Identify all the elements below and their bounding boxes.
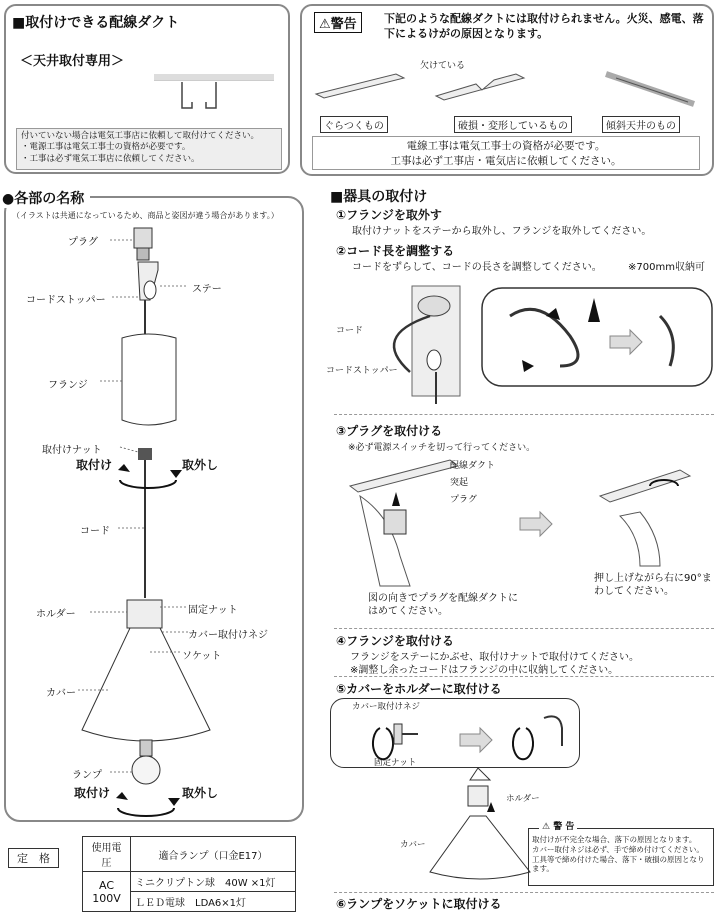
step3-illustration [340, 456, 716, 586]
step5-warning-box [528, 822, 714, 886]
label-cover-screw: カバー取付けネジ [188, 630, 268, 641]
label-socket: ソケット [182, 651, 222, 662]
spec-lamp-row: ミニクリプトン球 40W ×1灯 [131, 872, 296, 892]
warning-panel [300, 4, 714, 176]
step4-title: ④フランジを取付ける [336, 634, 454, 648]
step5-holder-label: ホルダー [506, 794, 540, 804]
label-mount-nut: 取付けナット [42, 445, 102, 456]
label-cover: カバー [46, 688, 76, 699]
step5-warning-line: 取付けが不完全な場合、落下の原因となります。 [532, 835, 697, 844]
spec-label: 定 格 [8, 848, 59, 868]
warning-text: 下記のような配線ダクトには取付けられません。火災、感電、落下によるけがの原因となります。 [384, 12, 704, 40]
label-attach-lamp: 取付け [74, 786, 111, 800]
warning-notice-box [312, 136, 700, 170]
divider [334, 628, 714, 629]
step5-title: ⑤カバーをホルダーに取付ける [336, 682, 502, 696]
parts-title: ●各部の名称 [2, 188, 90, 208]
step3-plug-label: プラグ [450, 495, 478, 505]
step2-cord-label: コード [336, 326, 364, 336]
warning-icon: ⚠ [319, 17, 331, 32]
step2-stopper-label: コードストッパー [326, 366, 398, 376]
step2-illustration [330, 276, 716, 406]
step5-cover-label: カバー [400, 840, 426, 850]
divider [334, 414, 714, 415]
divider [334, 892, 714, 893]
spec-voltage: AC 100V [83, 872, 131, 912]
step3-duct-label: 配線ダクト [450, 461, 496, 471]
spec-lamp-row: ＬＥＤ電球 LDA6×1灯 [131, 892, 296, 912]
warning-badge: ⚠警告 [314, 12, 362, 33]
step4-text1: フランジをステーにかぶせ、取付けナットで取付けてください。 [350, 652, 640, 663]
step6-title: ⑥ランプをソケットに取付ける [336, 897, 502, 911]
label-stay: ステー [192, 284, 222, 295]
parts-note: （イラストは共通になっているため、商品と姿図が違う場合があります。） [12, 211, 279, 220]
step2-title: ②コード長を調整する [336, 244, 455, 258]
step5-screw-label: カバー取付けネジ [352, 702, 421, 712]
warning-notice-line: 電線工事は電気工事士の資格が必要です。 [406, 140, 606, 152]
divider [334, 676, 714, 677]
unsafe-duct-illustrations [316, 64, 706, 114]
label-fixed-nut: 固定ナット [188, 605, 238, 616]
label-plug: プラグ [68, 237, 98, 248]
step4-text2: ※調整し余ったコードはフランジの中に収納してください。 [350, 665, 619, 676]
chipped-label: 欠けている [420, 61, 466, 71]
step5-warning-title: ⚠ 警 告 [539, 822, 577, 834]
label-cord: コード [80, 526, 110, 537]
label-remove-lamp: 取外し [182, 786, 219, 800]
step2-note: ※700mm収納可 [628, 262, 705, 273]
label-lamp: ランプ [72, 770, 102, 781]
step3-bump-label: 突起 [450, 478, 469, 488]
label-cord-stopper: コードストッパー [26, 295, 106, 306]
step1-title: ①フランジを取外す [336, 208, 442, 222]
step3-caption: 図の向きでプラグを配線ダクトにはめてください。 [368, 593, 518, 617]
spec-header-voltage: 使用電圧 [83, 837, 131, 872]
ceiling-label: ＜天井取付専用＞ [20, 54, 125, 69]
unsafe-label-sloped: 傾斜天井のもの [602, 116, 680, 133]
duct-title: ■取付けできる配線ダクト [12, 15, 180, 31]
label-remove: 取外し [182, 458, 219, 472]
warning-notice-line: 工事は必ず工事店・電気店に依頼してください。 [390, 155, 622, 168]
step5-warning-line: カバー取付ネジは必ず、手で締め付けてください。工具等で締め付けた場合、落下・破損の原因となります。 [532, 844, 705, 874]
step2-text: コードをずらして、コードの長さを調整してください。 [352, 262, 602, 273]
spec-header-lamp: 適合ランプ（口金E17） [131, 837, 296, 872]
spec-table [82, 836, 296, 912]
step3-note: ※必ず電源スイッチを切って行ってください。 [348, 443, 536, 453]
duct-note-line: 付いていない場合は電気工事店に依頼して取付けてください。 [21, 131, 260, 141]
duct-note-line: ・電源工事は電気工事士の資格が必要です。 [21, 142, 191, 153]
step5-nut-label: 固定ナット [374, 758, 417, 768]
unsafe-label-damaged: 破損・変形しているもの [454, 116, 572, 133]
label-attach: 取付け [76, 458, 113, 472]
step1-text: 取付けナットをステーから取外し、フランジを取外してください。 [352, 226, 652, 237]
duct-note-line: ・工事は必ず電気工事店に依頼してください。 [21, 153, 200, 164]
install-title: ■器具の取付け [330, 189, 428, 205]
unsafe-label-wobbly: ぐらつくもの [320, 116, 388, 133]
step3-push: 押し上げながら右に90°まわしてください。 [594, 573, 712, 597]
pendant-illustration [0, 0, 310, 830]
step3-title: ③プラグを取付ける [336, 424, 443, 438]
label-holder: ホルダー [36, 609, 76, 620]
label-flange: フランジ [48, 380, 88, 391]
